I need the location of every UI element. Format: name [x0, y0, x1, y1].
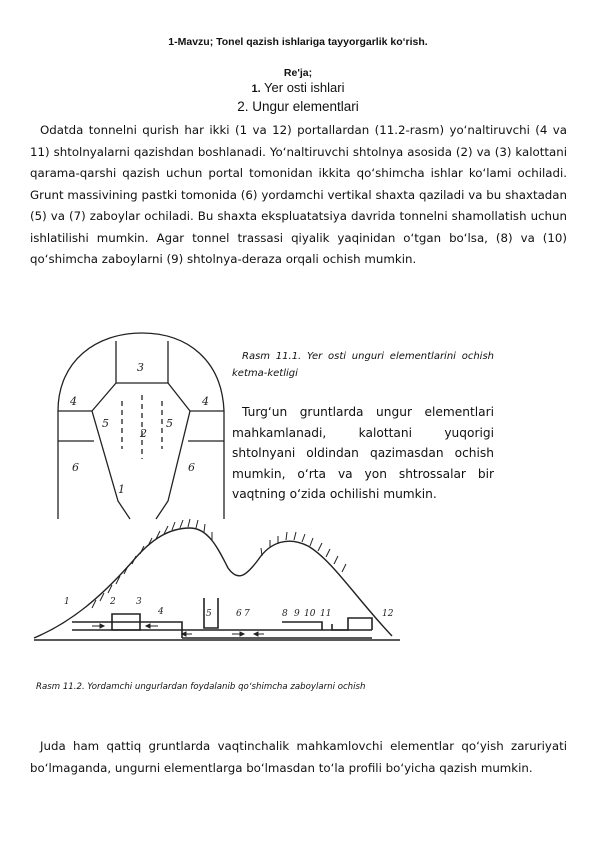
fig1-label: 5: [102, 417, 109, 430]
figure-2-caption: Rasm 11.2. Yordamchi ungurlardan foydalanib qo‘shimcha zaboylarni ochish: [36, 682, 366, 692]
fig1-label: 6: [188, 461, 195, 474]
fig1-label: 1: [118, 483, 125, 496]
stepped-faces: [282, 618, 372, 630]
plan-item-1: [0, 80, 596, 95]
central-core-outline: [92, 383, 190, 519]
plan-item-1-number: 1.: [251, 83, 261, 95]
fig2-label: 5: [206, 609, 212, 619]
figure-1-caption: Rasm 11.1. Yer osti unguri elementlarini ochish ketma-ketligi: [232, 351, 494, 379]
fig2-label: 2: [110, 597, 116, 607]
plan-heading: Re'ja;: [283, 67, 313, 79]
paragraph-1: Odatda tonnelni qurish har ikki (1 va 12) portallardan (11.2-rasm) yo‘naltiruvchi (4 va 11) shtolnyalarni qazishdan boshlanadi. Yo‘naltiruvchi shtolnya asosida (2) va (3) kalottani qarama-qarshi qazish uchun portal tomonidan ikkita qo‘shimcha ishlar ko‘lami ochiladi. Grunt massivining pastki tomonida (6) yordamchi vertikal shaxta qaziladi va bu shaxtadan (5) va (7) zaboylar ochiladi. Bu shaxta ekspluatatsiya davrida tonnelni shamollatish uchun ishlatilishi mumkin. Agar tonnel trassasi qiyalik yaqinidan o‘tgan bo‘lsa, (8) va (10) qo‘shimcha zaboylarni (9) shtolnya-deraza orqali ochish mumkin.: [30, 123, 567, 266]
fig2-label: 10: [304, 609, 316, 619]
fig2-label: 4: [158, 607, 164, 617]
fig2-label: 11: [320, 609, 332, 619]
fig2-label: 9: [294, 609, 300, 619]
plan-item-2: 2. Ungur elementlari: [237, 99, 359, 114]
fig2-label: 7: [244, 609, 250, 619]
fig1-label: 2: [140, 427, 147, 440]
fig2-label: 3: [136, 597, 142, 607]
fig1-label: 6: [72, 461, 79, 474]
fig1-label: 3: [137, 361, 144, 374]
fig2-label: 12: [382, 609, 394, 619]
fig2-label: 6: [236, 609, 242, 619]
paragraph-3: Juda ham qattiq gruntlarda vaqtinchalik mahkamlovchi elementlar qo‘yish zaruriyati bo‘lmaganda, ungurni elementlarga bo‘lmasdan to‘la profili bo‘yicha qazish mumkin.: [30, 739, 567, 775]
fig1-label: 4: [202, 395, 209, 408]
plan-item-1-text: Yer osti ishlari: [260, 80, 345, 95]
document-title: 1-Mavzu; Tonel qazish ishlariga tayyorgarlik ko‘rish.: [168, 36, 428, 48]
fig1-label: 4: [70, 395, 77, 408]
longitudinal-section-figure: [32, 518, 402, 650]
tunnel-cross-section-figure: [52, 325, 230, 520]
fig2-label: 8: [282, 609, 288, 619]
paragraph-2: Turg‘un gruntlarda ungur elementlari mahkamlanadi, kalottani yuqorigi shtolnyani oldindan qazimasdan ochish mumkin, o‘rta va yon shtrossalar bir vaqtning o‘zida ochilishi mumkin.: [232, 405, 494, 501]
fig1-label: 5: [166, 417, 173, 430]
fig2-label: 1: [64, 597, 70, 607]
tunnel-drift: [182, 630, 372, 638]
